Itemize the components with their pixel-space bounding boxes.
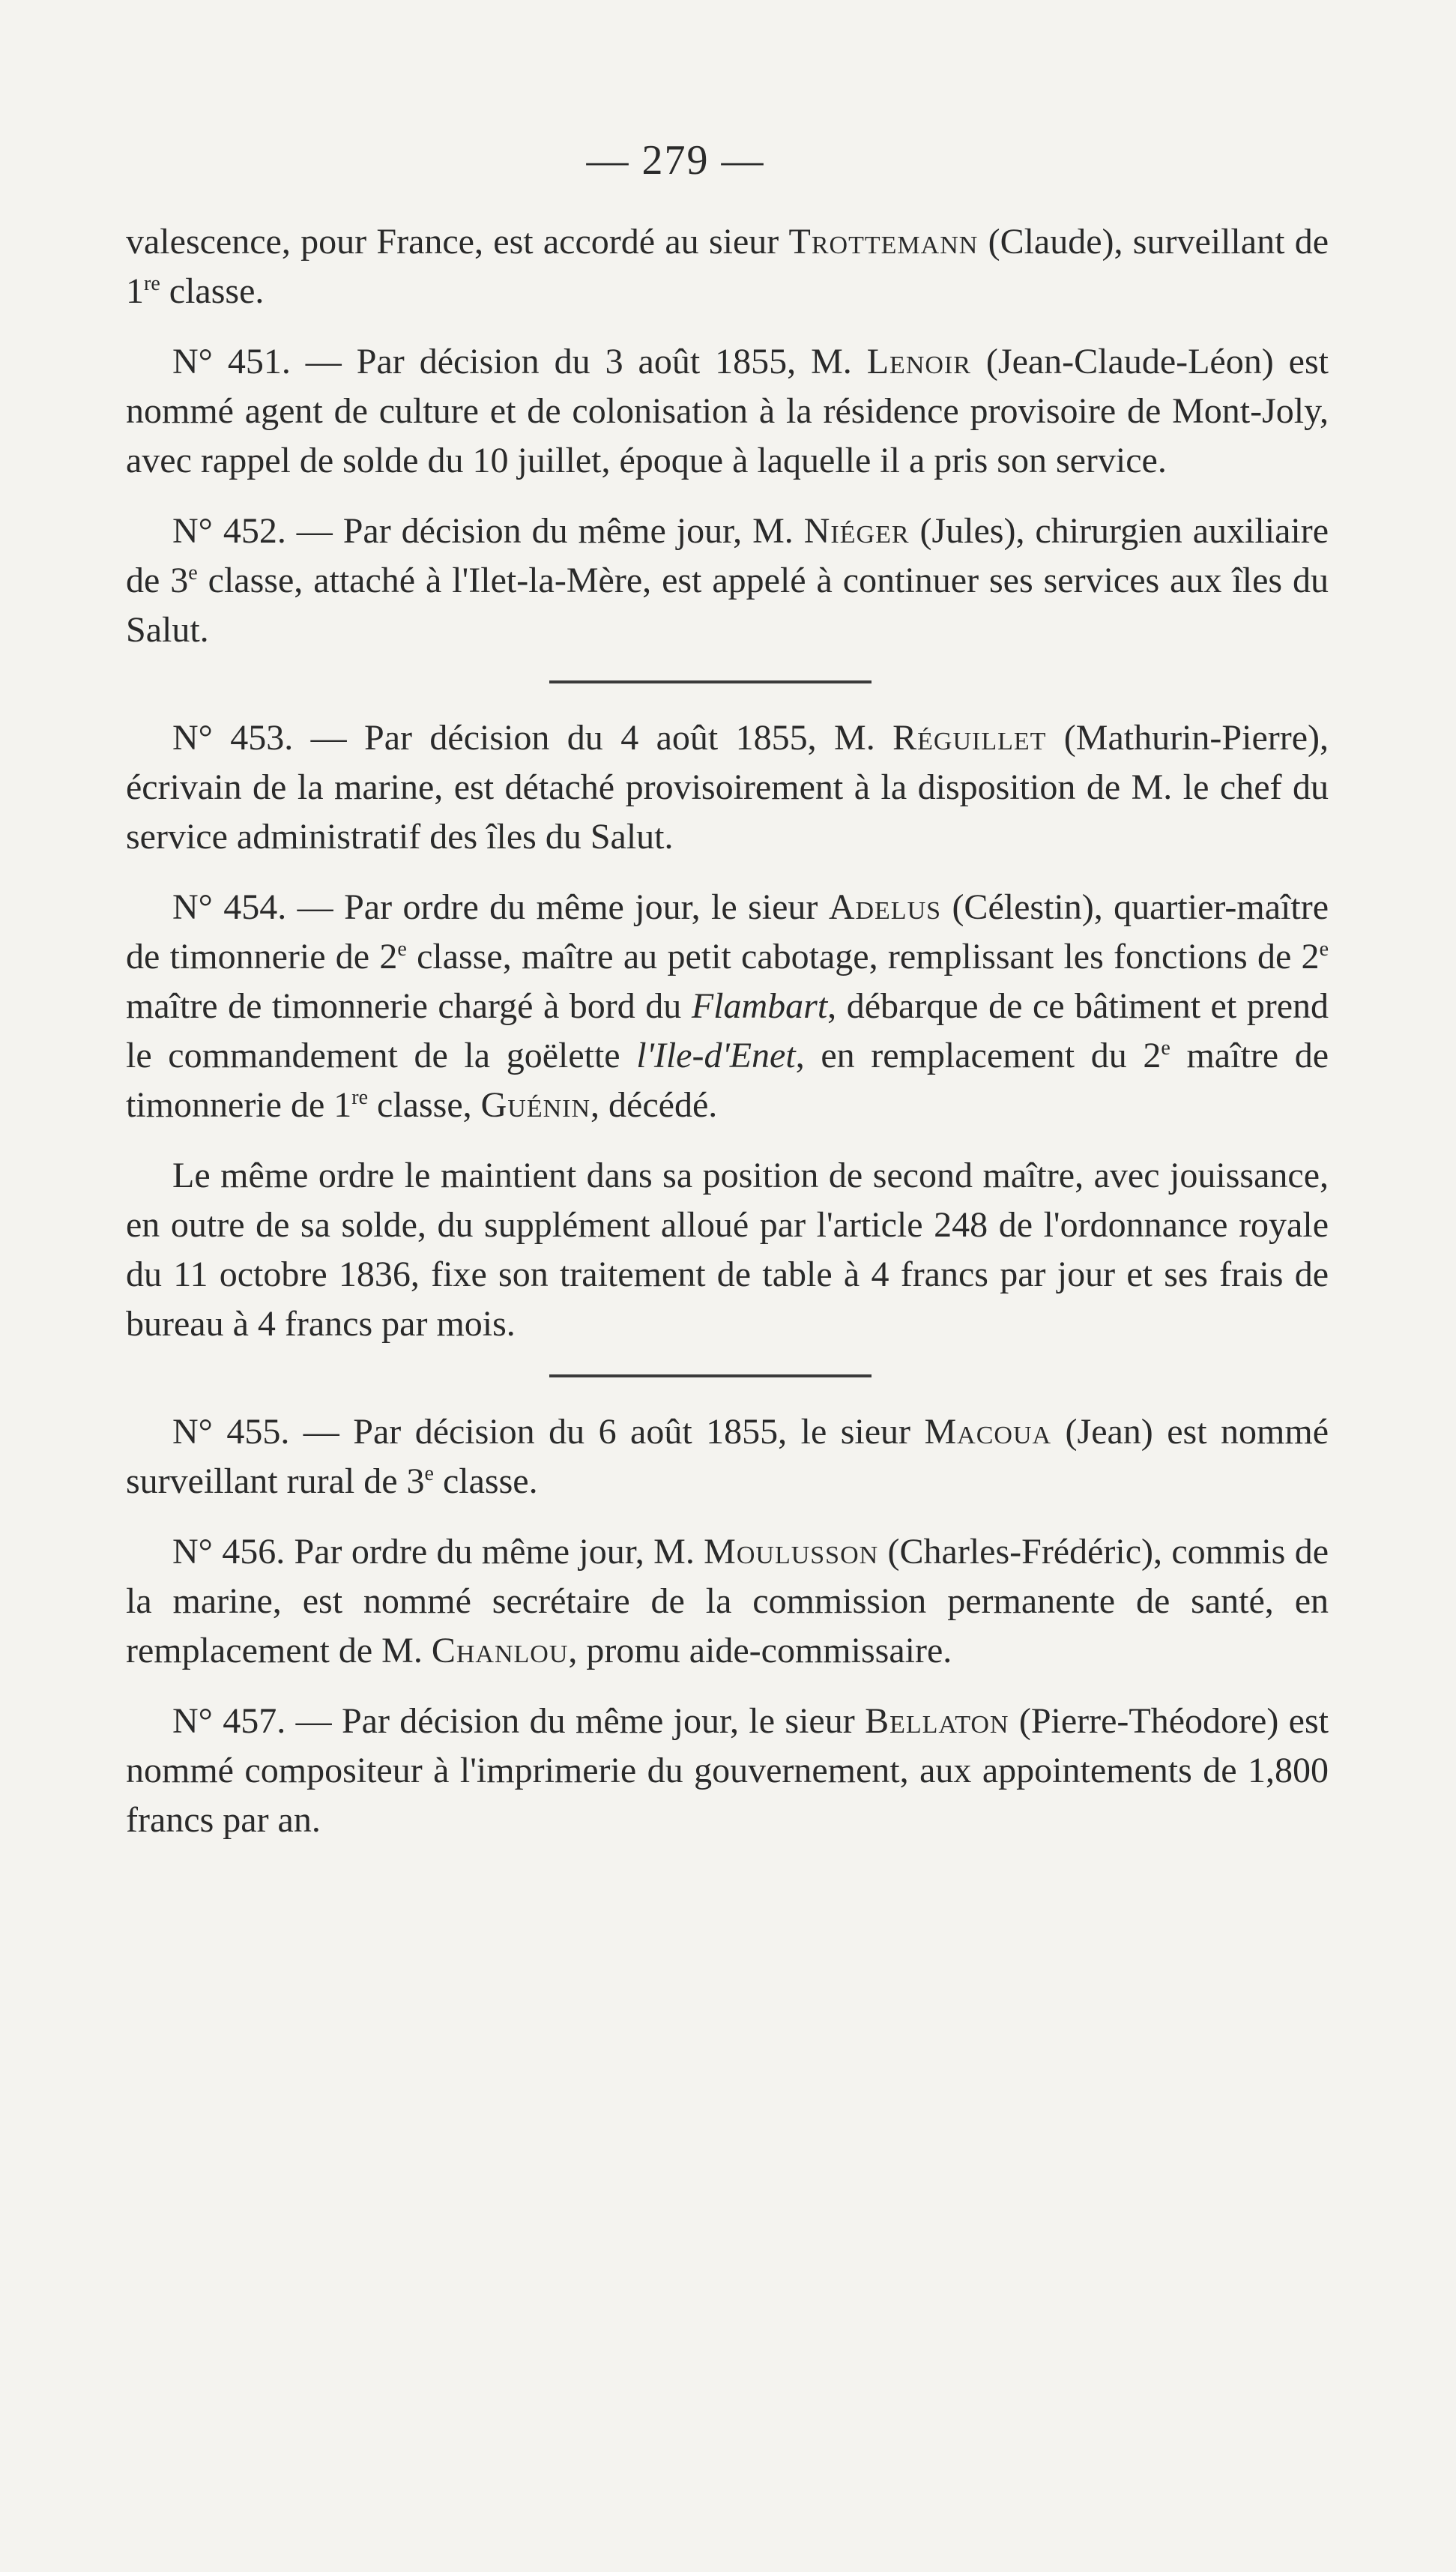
- entry-456: N° 456. Par ordre du même jour, M. Moulusson (Charles-Frédéric), commis de la marine, est nommé secrétaire de la commission permanente de santé, en remplacement de M. Chanlou, promu aide-commissaire.: [126, 1532, 1329, 1670]
- section-divider: [549, 680, 872, 683]
- page-number: — 279 —: [586, 137, 765, 184]
- document-body: [126, 217, 1329, 1866]
- person-name: Chanlou: [431, 1631, 569, 1670]
- person-name: Guénin: [480, 1085, 591, 1125]
- ship-name: l'Ile-d'Enet: [636, 1036, 796, 1075]
- person-name: Réguillet: [892, 718, 1047, 758]
- section-divider: [549, 1374, 872, 1377]
- entry-455: N° 455. — Par décision du 6 août 1855, le sieur Macoua (Jean) est nommé surveillant rural de 3e classe.: [126, 1412, 1329, 1501]
- entry-452: N° 452. — Par décision du même jour, M. Niéger (Jules), chirurgien auxiliaire de 3e classe, attaché à l'Ilet-la-Mère, est appelé à continuer ses services aux îles du Salut.: [126, 511, 1329, 650]
- person-name: Lenoir: [866, 342, 971, 381]
- entry-453: N° 453. — Par décision du 4 août 1855, M. Réguillet (Mathurin-Pierre), écrivain de la marine, est détaché provisoirement à la disposition de M. le chef du service administratif des îles du Salut.: [126, 718, 1329, 857]
- person-name: Moulusson: [704, 1532, 879, 1572]
- entry-457: N° 457. — Par décision du même jour, le sieur Bellaton (Pierre-Théodore) est nommé compositeur à l'imprimerie du gouvernement, aux appointements de 1,800 francs par an.: [126, 1701, 1329, 1840]
- person-name: Trottemann: [788, 222, 979, 262]
- paragraph-continuation: valescence, pour France, est accordé au sieur Trottemann (Claude), surveillant de 1re classe.: [126, 222, 1329, 311]
- person-name: Bellaton: [865, 1701, 1009, 1741]
- entry-451: N° 451. — Par décision du 3 août 1855, M. Lenoir (Jean-Claude-Léon) est nommé agent de culture et de colonisation à la résidence provisoire de Mont-Joly, avec rappel de solde du 10 juillet, époque à laquelle il a pris son service.: [126, 342, 1329, 480]
- person-name: Macoua: [924, 1412, 1052, 1452]
- entry-454: N° 454. — Par ordre du même jour, le sieur Adelus (Célestin), quartier-maître de timonnerie de 2e classe, maître au petit cabotage, remplissant les fonctions de 2e maître de timonnerie chargé à bord du Flambart, débarque de ce bâtiment et prend le commandement de la goëlette l'Ile-d'Enet, en remplacement du 2e maître de timonnerie de 1re classe, Guénin, décédé.: [126, 887, 1329, 1125]
- person-name: Niéger: [803, 511, 910, 551]
- ship-name: Flambart: [691, 986, 828, 1026]
- person-name: Adelus: [828, 887, 942, 927]
- entry-454-continued: Le même ordre le maintient dans sa position de second maître, avec jouissance, en outre de sa solde, du supplément alloué par l'article 248 de l'ordonnance royale du 11 octobre 1836, fixe son traitement de table à 4 francs par jour et ses frais de bureau à 4 francs par mois.: [126, 1156, 1329, 1344]
